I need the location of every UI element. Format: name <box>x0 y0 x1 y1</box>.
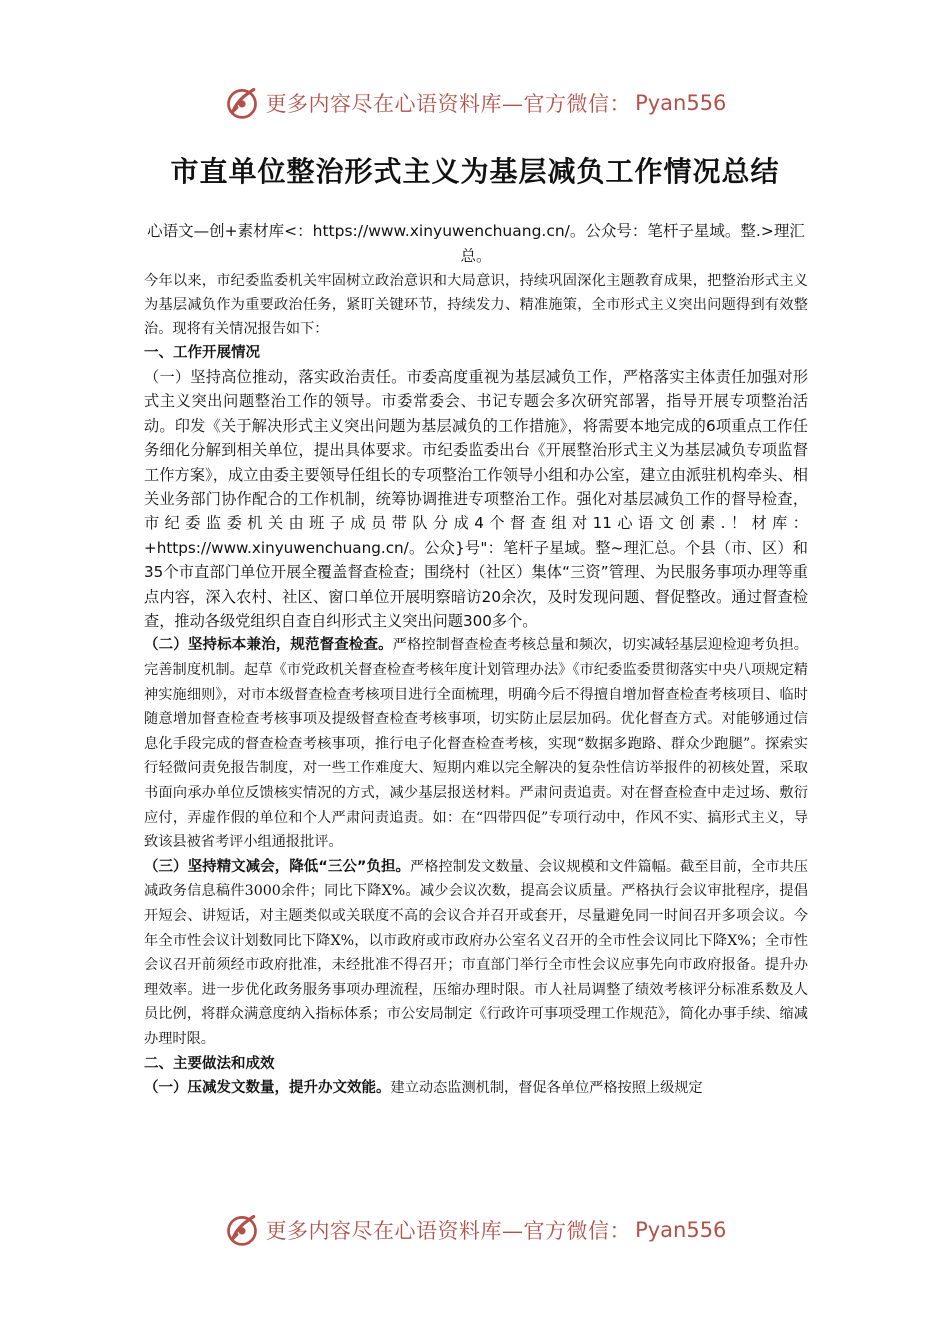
paragraph-4 <box>144 1076 808 1101</box>
banner-text: 更多内容尽在心语资料库—官方微信： <box>265 1219 632 1243</box>
paragraph-3-body: 严格控制发文数量、会议规模和文件篇幅。截至目前，全市共压减政务信息稿件3000余件；同比下降X%。减少会议次数，提高会议质量。严格执行会议审批程序，提倡开短会、讲短话，对主题类似或关联度不高的会议合并召开或套开，尽量避免同一时间召开多项会议。今年全市性会议计划数同比下降X%，以市政府或市政府办公室名义召开的全市性会议同比下降X%；全市性会议召开前须经市政府批准，未经批准不得召开；市直部门举行全市性会议应事先向市政府报备。提升办理效率。进一步优化政务服务事项办理流程，压缩办理时限。市人社局调整了绩效考核评分标准系数及人员比例，将群众满意度纳入指标体系；市公安局制定《行政许可事项受理工作规范》，简化办事手续、缩减办理时限。 <box>144 858 808 1047</box>
footer-watermark-banner <box>0 1207 950 1253</box>
paragraph-4-lead: （一）压减发文数量，提升办文效能。 <box>144 1079 391 1096</box>
source-line: 心语文—创+素材库<：https://www.xinyuwenchuang.cn/。公众号：笔杆子星域。整.>理汇总。 <box>147 222 805 265</box>
banner-wechat-id: Pyan556 <box>635 91 727 115</box>
document-title: 市直单位整治形式主义为基层减负工作情况总结 <box>170 155 780 188</box>
paragraph-3-lead: （三）坚持精文减会，降低“三公”负担。 <box>144 858 411 875</box>
paragraph-1: （一）坚持高位推动，落实政治责任。市委高度重视为基层减负工作，严格落实主体责任加强对形式主义突出问题整治工作的领导。市委常委会、书记专题会多次研究部署，指导开展专项整治活动。印发《关于解决形式主义突出问题为基层减负的工作措施》，将需要本地完成的6项重点工作任务细化分解到相关单位，提出具体要求。市纪委监委出台《开展整治形式主义为基层减负专项监督工作方案》，成立由委主要领导任组长的专项整治工作领导小组和办公室，建立由派驻机构牵头、相关业务部门协作配合的工作机制，统筹协调推进专项整治工作。强化对基层减负工作的督导检查，市纪委监委机关由班子成员带队分成4个督查组对11心语文创素.！材库：+https://www.xinyuwenchuang.cn/。公众}号"：笔杆子星域。整~理汇总。个县（市、区）和35个市直部门单位开展全覆盖督查检查；围绕村（社区）集体“三资”管理、为民服务事项办理等重点内容，深入农村、社区、窗口单位开展明察暗访20余次，及时发现问题、督促整改。通过督查检查，推动各级党组织自查自纠形式主义突出问题300多个。 <box>144 368 808 631</box>
banner-wechat-id: Pyan556 <box>635 1218 727 1242</box>
intro-paragraph: 今年以来，市纪委监委机关牢固树立政治意识和大局意识，持续巩固深化主题教育成果，把整治形式主义为基层减负作为重要政治任务，紧盯关键环节，持续发力、精准施策，全市形式主义突出问题得到有效整治。现将有关情况报告如下： <box>144 273 808 337</box>
document-body <box>144 219 808 1100</box>
brush-logo-icon <box>224 1212 260 1248</box>
header-watermark-banner <box>0 80 950 126</box>
paragraph-2-lead: （二）坚持标本兼治，规范督查检查。 <box>144 637 393 654</box>
banner-text: 更多内容尽在心语资料库—官方微信： <box>265 92 632 116</box>
section-heading-1: 一、工作开展情况 <box>144 345 260 361</box>
paragraph-4-body: 建立动态监测机制，督促各单位严格按照上级规定 <box>390 1079 703 1096</box>
brush-logo-icon <box>224 85 260 121</box>
section-heading-2: 二、主要做法和成效 <box>144 1055 275 1072</box>
paragraph-3 <box>144 855 808 1052</box>
paragraph-2-body: 严格控制督查检查考核总量和频次，切实减轻基层迎检迎考负担。完善制度机制。起草《市党政机关督查检查考核年度计划管理办法》《市纪委监委贯彻落实中央八项规定精神实施细则》，对市本级督查检查考核项目进行全面梳理，明确今后不得擅自增加督查检查考核项目、临时随意增加督查检查考核事项及提级督查检查考核事项，切实防止层层加码。优化督查方式。对能够通过信息化手段完成的督查检查考核事项，推行电子化督查检查考核，实现“数据多跑路、群众少跑腿”。探索实行轻微问责免报告制度，对一些工作难度大、短期内难以完全解决的复杂性信访举报件的初核处置，采取书面向承办单位反馈核实情况的方式，减少基层报送材料。严肃问责追责。对在督查检查中走过场、敷衍应付，弄虚作假的单位和个人严肃问责追责。如：在“四带四促”专项行动中，作风不实、搞形式主义，导致该县被省考评小组通报批评。 <box>144 637 808 851</box>
paragraph-2 <box>144 633 808 854</box>
